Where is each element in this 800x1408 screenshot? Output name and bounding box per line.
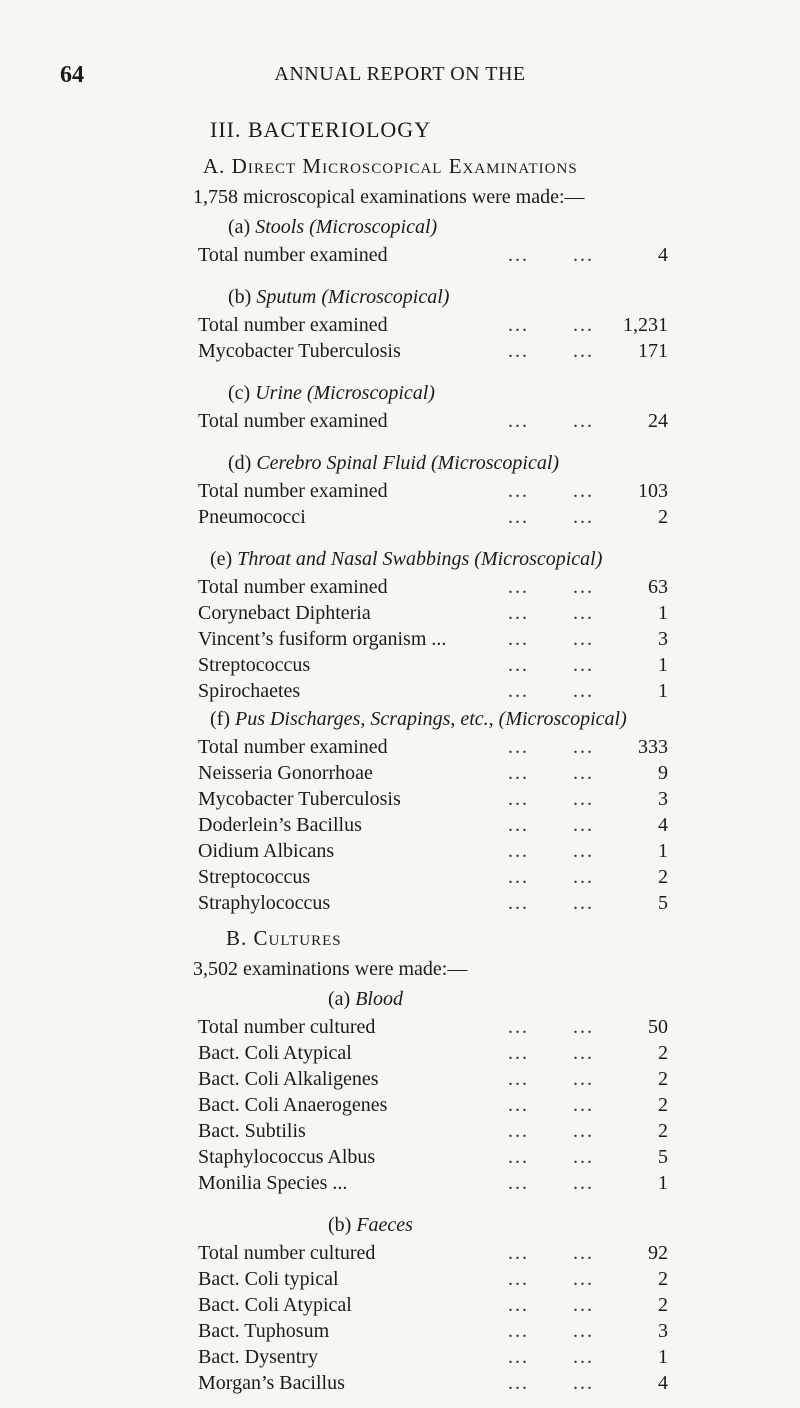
row-label: Mycobacter Tuberculosis [198,340,401,362]
table-row [198,1344,668,1370]
subsection-heading [228,212,668,242]
leader-dots: ... [573,314,594,336]
leader-dots: ... [573,1372,594,1394]
section-a-title: A. Direct Microscopical Examinations [203,154,578,178]
subsection-name: Blood [355,988,403,1010]
row-value: 1 [658,602,668,624]
row-value: 3 [658,628,668,650]
leader-dots: ... [508,788,529,810]
subsection-letter: (a) [328,988,351,1010]
leader-dots: ... [573,244,594,266]
row-label: Bact. Coli Atypical [198,1042,352,1064]
leader-dots: ... [573,480,594,502]
row-label: Streptococcus [198,654,311,676]
leader-dots: ... [573,1294,594,1316]
leader-dots: ... [508,340,529,362]
subsection-letter: (b) [228,286,252,308]
subsection-heading [210,704,668,734]
row-label: Neisseria Gonorrhoae [198,762,373,784]
row-label: Monilia Species ... [198,1172,348,1194]
leader-dots: ... [508,680,529,702]
leader-dots: ... [573,410,594,432]
subsection-letter: (b) [328,1214,352,1236]
row-label: Total number examined [198,314,388,336]
row-value: 4 [658,244,668,266]
leader-dots: ... [508,762,529,784]
row-value: 1 [658,1346,668,1368]
subsection-letter: (a) [228,216,251,238]
table-row [198,408,668,434]
table-row [198,734,668,760]
row-value: 1,231 [623,314,668,336]
leader-dots: ... [573,866,594,888]
row-label: Bact. Tuphosum [198,1320,330,1342]
row-value: 92 [648,1242,668,1264]
leader-dots: ... [573,506,594,528]
row-value: 1 [658,654,668,676]
leader-dots: ... [573,788,594,810]
row-value: 2 [658,506,668,528]
row-label: Total number cultured [198,1016,376,1038]
leader-dots: ... [573,1042,594,1064]
row-label: Total number examined [198,736,388,758]
row-label: Straphylococcus [198,892,331,914]
leader-dots: ... [508,506,529,528]
row-value: 2 [658,866,668,888]
row-value: 1 [658,680,668,702]
row-label: Mycobacter Tuberculosis [198,788,401,810]
row-value: 2 [658,1294,668,1316]
leader-dots: ... [508,480,529,502]
row-value: 50 [648,1016,668,1038]
leader-dots: ... [508,866,529,888]
table-row [198,890,668,916]
leader-dots: ... [573,628,594,650]
row-label: Morgan’s Bacillus [198,1372,345,1394]
table-row [198,760,668,786]
table-row [198,242,668,268]
subsection-letter: (f) [210,708,230,730]
leader-dots: ... [573,576,594,598]
row-label: Total number examined [198,576,388,598]
leader-dots: ... [508,1242,529,1264]
leader-dots: ... [573,892,594,914]
table-row [198,478,668,504]
subsection-name: Sputum (Microscopical) [256,286,450,308]
leader-dots: ... [573,1016,594,1038]
table-row [198,1092,668,1118]
row-label: Bact. Coli Atypical [198,1294,352,1316]
subsection-name: Pus Discharges, Scrapings, etc., (Microscopical) [234,708,627,730]
subsection-name: Cerebro Spinal Fluid (Microscopical) [256,452,560,474]
table-row [198,312,668,338]
leader-dots: ... [508,1268,529,1290]
subsection-heading [328,984,668,1014]
row-value: 3 [658,788,668,810]
row-label: Total number examined [198,410,388,432]
leader-dots: ... [573,1068,594,1090]
subsection-name: Urine (Microscopical) [255,382,435,404]
subsection-heading [210,544,668,574]
table-row [198,786,668,812]
subsection-name: Throat and Nasal Swabbings (Microscopical) [237,548,603,570]
table-row [198,1040,668,1066]
table-row [198,864,668,890]
leader-dots: ... [573,1146,594,1168]
leader-dots: ... [573,1268,594,1290]
leader-dots: ... [573,1320,594,1342]
leader-dots: ... [573,1094,594,1116]
section-b-groups [198,984,668,1396]
row-value: 63 [648,576,668,598]
table-row [198,600,668,626]
leader-dots: ... [508,1172,529,1194]
leader-dots: ... [508,410,529,432]
row-value: 1 [658,840,668,862]
leader-dots: ... [508,892,529,914]
row-label: Spirochaetes [198,680,301,702]
leader-dots: ... [508,1094,529,1116]
row-label: Pneumococci [198,506,306,528]
row-label: Bact. Dysentry [198,1346,318,1368]
row-value: 5 [658,1146,668,1168]
subsection-heading [228,282,668,312]
row-label: Staphylococcus Albus [198,1146,376,1168]
leader-dots: ... [573,1120,594,1142]
row-label: Bact. Subtilis [198,1120,306,1142]
row-label: Bact. Coli typical [198,1268,339,1290]
row-label: Bact. Coli Alkaligenes [198,1068,379,1090]
row-label: Corynebact Diphteria [198,602,371,624]
table-row [198,1318,668,1344]
leader-dots: ... [508,576,529,598]
leader-dots: ... [508,736,529,758]
leader-dots: ... [508,1068,529,1090]
leader-dots: ... [573,762,594,784]
row-value: 4 [658,1372,668,1394]
leader-dots: ... [573,602,594,624]
table-row [198,1292,668,1318]
page-number: 64 [60,62,84,88]
subsection-letter: (e) [210,548,233,570]
leader-dots: ... [573,1172,594,1194]
row-value: 333 [638,736,668,758]
chapter-title: III. BACTERIOLOGY [210,117,432,142]
row-label: Oidium Albicans [198,840,335,862]
leader-dots: ... [508,1016,529,1038]
row-label: Total number cultured [198,1242,376,1264]
leader-dots: ... [508,654,529,676]
row-label: Total number examined [198,480,388,502]
leader-dots: ... [573,654,594,676]
row-label: Total number examined [198,244,388,266]
row-value: 2 [658,1120,668,1142]
row-value: 5 [658,892,668,914]
table-row [198,1066,668,1092]
leader-dots: ... [508,1042,529,1064]
subsection-name: Stools (Microscopical) [255,216,438,238]
table-row [198,338,668,364]
leader-dots: ... [573,1346,594,1368]
leader-dots: ... [508,1146,529,1168]
row-value: 2 [658,1094,668,1116]
table-row [198,1014,668,1040]
leader-dots: ... [508,1346,529,1368]
leader-dots: ... [508,1120,529,1142]
page-content [193,110,668,1396]
leader-dots: ... [508,602,529,624]
row-label: Doderlein’s Bacillus [198,814,362,836]
leader-dots: ... [573,340,594,362]
leader-dots: ... [508,1372,529,1394]
row-value: 24 [648,410,668,432]
table-row [198,1144,668,1170]
table-row [198,1240,668,1266]
table-row [198,1118,668,1144]
row-value: 4 [658,814,668,836]
section-b-intro: 3,502 examinations were made:— [193,958,468,980]
table-row [198,812,668,838]
subsection-heading [328,1210,668,1240]
subsection-heading [228,378,668,408]
row-value: 1 [658,1172,668,1194]
table-row [198,626,668,652]
table-row [198,1170,668,1196]
leader-dots: ... [508,814,529,836]
row-value: 2 [658,1042,668,1064]
table-row [198,1370,668,1396]
table-row [198,838,668,864]
row-label: Streptococcus [198,866,311,888]
leader-dots: ... [508,628,529,650]
leader-dots: ... [573,840,594,862]
leader-dots: ... [573,680,594,702]
row-label: Bact. Coli Anaerogenes [198,1094,388,1116]
subsection-name: Faeces [356,1214,413,1236]
leader-dots: ... [508,1320,529,1342]
subsection-letter: (c) [228,382,251,404]
table-row [198,678,668,704]
table-row [198,652,668,678]
leader-dots: ... [573,1242,594,1264]
subsection-heading [228,448,668,478]
row-value: 9 [658,762,668,784]
row-value: 171 [638,340,668,362]
row-value: 2 [658,1268,668,1290]
running-head: ANNUAL REPORT ON THE [274,63,526,85]
leader-dots: ... [508,314,529,336]
row-value: 2 [658,1068,668,1090]
leader-dots: ... [508,1294,529,1316]
table-row [198,574,668,600]
table-row [198,1266,668,1292]
table-row [198,504,668,530]
leader-dots: ... [573,736,594,758]
row-value: 3 [658,1320,668,1342]
section-b-title: B. Cultures [226,926,342,950]
subsection-letter: (d) [228,452,252,474]
leader-dots: ... [508,840,529,862]
leader-dots: ... [573,814,594,836]
section-a-groups [198,212,668,916]
row-value: 103 [638,480,668,502]
row-label: Vincent’s fusiform organism ... [198,628,447,650]
section-a-intro: 1,758 microscopical examinations were made:— [193,186,585,208]
leader-dots: ... [508,244,529,266]
